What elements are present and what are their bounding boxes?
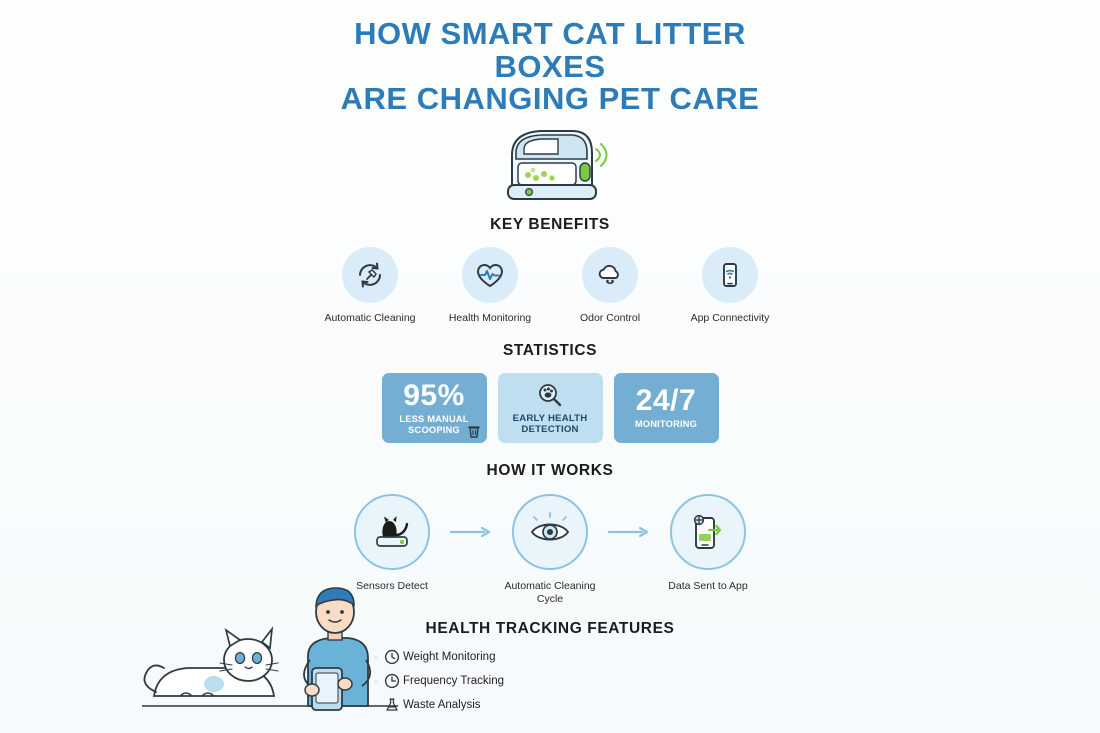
hero-illustration [300,118,800,210]
stat-label: LESS MANUAL SCOOPING [399,414,469,435]
benefit-icon-circle [342,247,398,303]
benefit-item[interactable] [318,247,422,325]
cloud-odor-icon [594,259,626,291]
stat-card [498,373,603,443]
how-step-label: Sensors Detect [356,580,428,593]
stat-value: 24/7 [635,384,697,418]
benefit-label: Health Monitoring [448,311,532,324]
how-step-circle [512,494,588,570]
list-item [374,673,800,689]
stat-label: EARLY HEALTH DETECTION [512,412,588,435]
list-item [374,649,800,665]
stat-value: 95% [403,379,465,413]
smart-litter-box-illustration [488,119,613,209]
benefit-label: Odor Control [579,311,641,324]
section-title-key-benefits: KEY BENEFITS [490,215,610,233]
magnifier-paw-icon [534,382,566,408]
page-title-line-2: ARE CHANGING PET CARE [340,81,760,117]
list-item-label: Weight Monitoring [403,651,496,664]
list-item-label: Waste Analysis [403,699,481,712]
page-title [300,0,800,116]
section-title-statistics: STATISTICS [502,342,598,360]
heartbeat-icon [474,259,506,291]
list-item [374,697,800,713]
bottom-illustration [140,572,420,722]
benefit-icon-circle [462,247,518,303]
section-title-health-tracking: HEALTH TRACKING FEATURES [425,620,675,638]
cat-on-litter-box-icon [369,511,415,553]
page-title-line-1: HOW SMART CAT LITTER BOXES [354,16,746,84]
arrow-right-icon [603,526,655,538]
eye-sensor-icon [527,511,573,553]
how-step-circle [354,494,430,570]
smartphone-wifi-icon [714,259,746,291]
benefit-item[interactable] [678,247,782,325]
bullet-icon: ◦ [374,651,378,662]
person-with-phone-and-cat-illustration [140,572,420,722]
section-title-how-it-works: HOW IT WORKS [486,462,614,480]
phone-data-upload-icon [685,510,731,554]
key-benefits-row [300,247,800,325]
benefit-icon-circle [702,247,758,303]
how-step-label: Data Sent to App [668,580,748,593]
refresh-scoop-icon [354,259,386,291]
how-step-label: Automatic Cleaning Cycle [504,580,596,606]
how-step [497,494,603,606]
bullet-icon: ◦ [374,675,378,686]
stat-label: MONITORING [634,419,698,430]
how-step [655,494,761,593]
benefit-item[interactable] [438,247,542,325]
list-item-label: Frequency Tracking [403,675,504,688]
benefit-label: App Connectivity [690,311,770,324]
stat-card [382,373,487,443]
scoop-icon [467,423,481,439]
benefit-item[interactable] [558,247,662,325]
arrow-right-icon [445,526,497,538]
stat-card [614,373,719,443]
statistics-row [300,373,800,443]
bullet-icon: ◦ [374,699,378,710]
benefit-icon-circle [582,247,638,303]
benefit-label: Automatic Cleaning [324,311,416,324]
how-step-circle [670,494,746,570]
